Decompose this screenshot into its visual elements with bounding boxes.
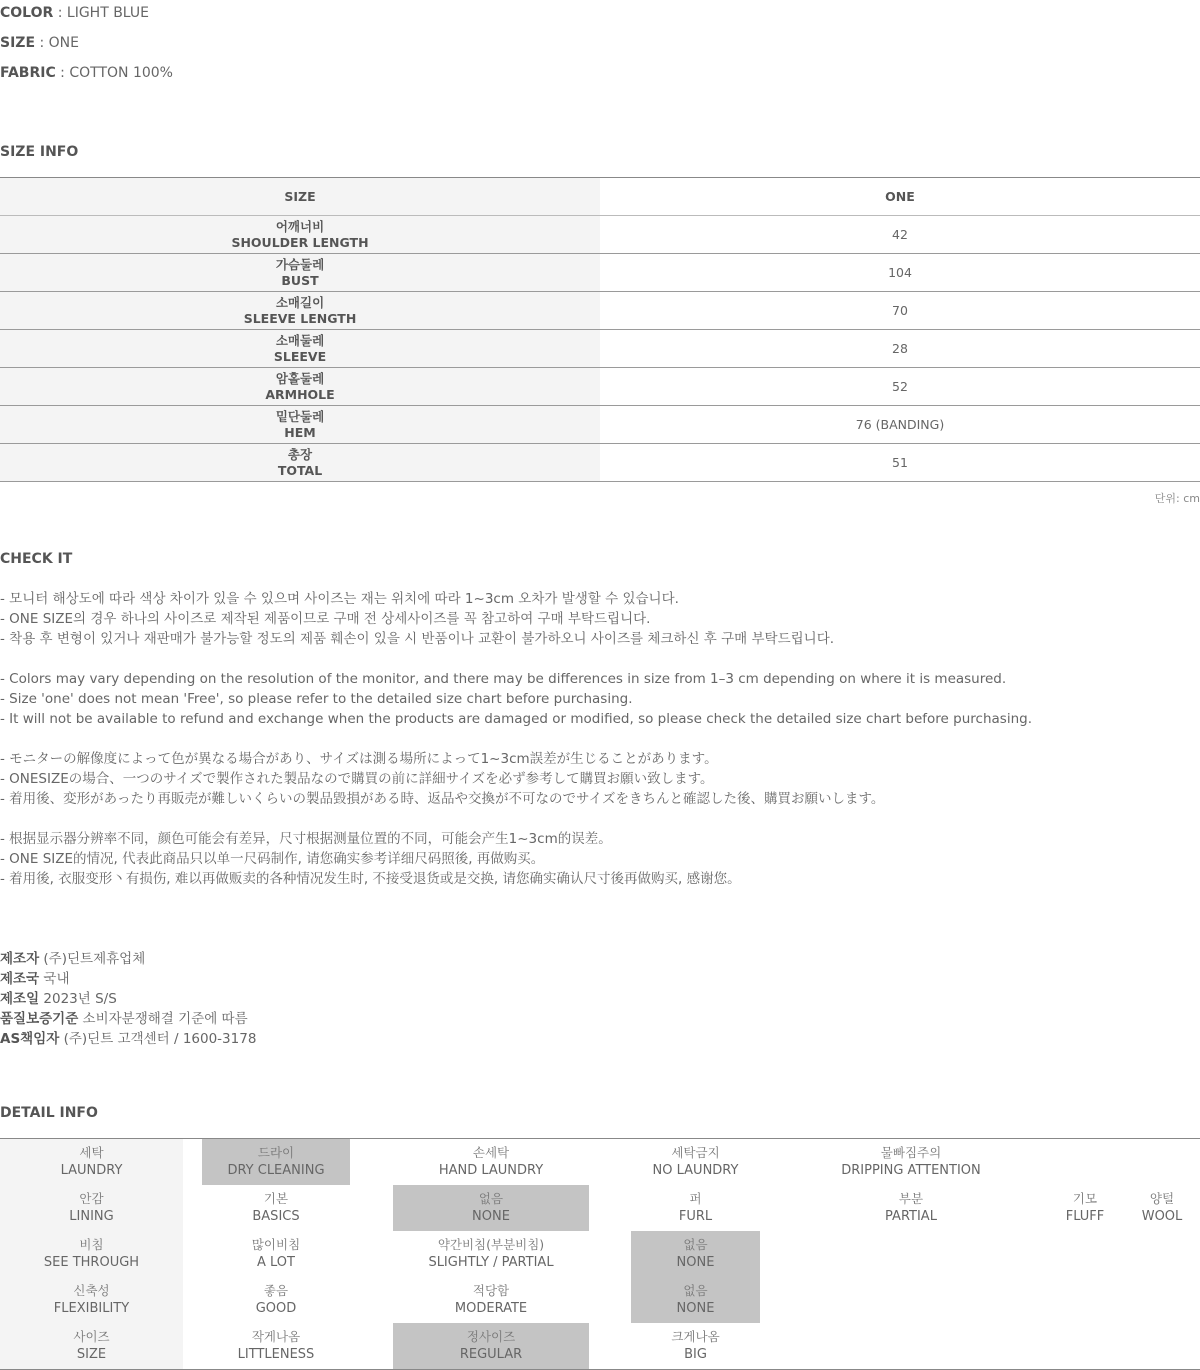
measure-label-en: HEM	[284, 424, 316, 440]
option-en: HAND LAUNDRY	[438, 1163, 544, 1178]
note-line: - Size 'one' does not mean 'Free', so please refer to the detailed size chart before purchasing.	[0, 691, 633, 707]
label-en: SIZE	[76, 1347, 107, 1362]
color-label: COLOR	[0, 5, 54, 21]
maker-label: 제조국	[0, 971, 40, 987]
measure-label	[0, 444, 600, 481]
size-info-title: SIZE INFO	[0, 144, 79, 160]
option-dripping-attention	[821, 1139, 1001, 1185]
fabric-value: : COTTON 100%	[55, 65, 173, 81]
measure-label-ko: 암홀둘레	[275, 370, 325, 386]
measure-label-en: BUST	[281, 272, 319, 288]
maker-label: AS책임자	[0, 1031, 60, 1047]
option-ko: 좋음	[263, 1283, 289, 1298]
option-ko: 적당함	[472, 1283, 510, 1298]
size-attribute	[0, 35, 79, 51]
table-row	[0, 292, 1200, 330]
measure-label	[0, 406, 600, 443]
measure-value: 104	[888, 265, 912, 280]
label-ko: 신축성	[73, 1283, 110, 1298]
option-ko: 없음	[683, 1237, 708, 1252]
note-line: - ONE SIZE的情况, 代表此商品只以单一尺码制作, 请您确实参考详细尺码照後, 再做购买。	[0, 851, 545, 867]
measure-label	[0, 368, 600, 405]
label-en: LINING	[69, 1209, 114, 1224]
option-en: NONE	[676, 1255, 715, 1270]
option-flexibility-none	[631, 1277, 760, 1323]
measure-label-en: SHOULDER LENGTH	[231, 234, 369, 250]
option-big	[631, 1323, 760, 1369]
label-ko: 세탁	[79, 1145, 104, 1160]
detail-info-title: DETAIL INFO	[0, 1105, 98, 1121]
notes-english	[0, 669, 1032, 729]
option-en: SLIGHTLY / PARTIAL	[428, 1255, 554, 1270]
note-line: - モニターの解像度によって色が異なる場合があり、サイズは測る場所によって1~3cm誤差が生じることがあります。	[0, 751, 718, 767]
detail-label-laundry	[0, 1139, 183, 1185]
option-ko: 작게나옴	[251, 1329, 301, 1344]
option-ko: 물빠짐주의	[880, 1145, 942, 1160]
option-ko: 약간비침(부분비침)	[437, 1237, 545, 1252]
option-ko: 크게나옴	[671, 1329, 720, 1344]
option-en: NONE	[676, 1301, 715, 1316]
option-slightly-partial	[393, 1231, 589, 1277]
size-value: : ONE	[35, 35, 79, 51]
option-en: REGULAR	[459, 1347, 523, 1362]
note-line: - ONESIZEの場合、一つのサイズで製作された製品なので購買の前に詳細サイズを必ず参考して購買お願い致します。	[0, 771, 714, 787]
maker-label: 제조자	[0, 951, 40, 967]
size-header-label: SIZE	[0, 178, 600, 215]
measure-label-en: SLEEVE	[273, 348, 327, 364]
size-table	[0, 177, 1200, 482]
option-ko: 기모	[1072, 1191, 1098, 1206]
detail-table	[0, 1138, 1200, 1370]
table-row	[0, 216, 1200, 254]
measure-label-ko: 총장	[287, 446, 313, 462]
measure-label	[0, 330, 600, 367]
option-a-lot	[202, 1231, 350, 1277]
fabric-label: FABRIC	[0, 65, 56, 81]
label-en: SEE THROUGH	[43, 1255, 140, 1270]
fabric-attribute	[0, 65, 173, 81]
detail-label-size	[0, 1323, 183, 1369]
option-en: PARTIAL	[885, 1209, 937, 1224]
option-ko: 드라이	[257, 1145, 295, 1160]
measure-label	[0, 292, 600, 329]
maker-value: (주)딘트 고객센터 / 1600-3178	[59, 1031, 257, 1047]
color-value: : LIGHT BLUE	[53, 5, 150, 21]
measure-label	[0, 254, 600, 291]
label-ko: 안감	[79, 1191, 104, 1206]
note-line: - Colors may vary depending on the resolution of the monitor, and there may be differences in size from 1–3 cm depending on where it is measured.	[0, 671, 1007, 687]
maker-line	[0, 1029, 256, 1049]
option-en: FLUFF	[1065, 1209, 1105, 1224]
option-ko: 손세탁	[472, 1145, 510, 1160]
size-table-header	[0, 178, 1200, 216]
measure-value: 42	[892, 227, 908, 242]
option-ko: 퍼	[689, 1191, 702, 1206]
measure-label-ko: 소매둘레	[275, 332, 325, 348]
maker-line	[0, 949, 256, 969]
option-furl	[631, 1185, 760, 1231]
note-line: - 根据显示器分辨率不同，颜色可能会有差异，尺寸根据测量位置的不同，可能会产生1~3cm的误差。	[0, 831, 612, 847]
option-en: NONE	[472, 1209, 510, 1224]
option-en: MODERATE	[454, 1301, 528, 1316]
maker-value: 2023년 S/S	[39, 991, 117, 1007]
measure-value: 52	[892, 379, 908, 394]
measure-value: 28	[892, 341, 908, 356]
option-en: FURL	[678, 1209, 713, 1224]
measure-value: 51	[892, 455, 908, 470]
label-ko: 사이즈	[73, 1329, 110, 1344]
option-ko: 많이비침	[251, 1237, 301, 1252]
label-ko: 비침	[79, 1237, 104, 1252]
option-en: BIG	[684, 1347, 707, 1362]
table-row	[0, 406, 1200, 444]
note-line: - 着用後, 衣服变形丶有损伤, 难以再做贩卖的各种情况发生时, 不接受退货或是交换, 请您确实确认尺寸後再做购买, 感谢您。	[0, 871, 741, 887]
note-line: - ONE SIZE의 경우 하나의 사이즈로 제작된 제품이므로 구매 전 상세사이즈를 꼭 참고하여 구매 부탁드립니다.	[0, 611, 651, 627]
option-ko: 세탁금지	[671, 1145, 720, 1160]
detail-label-flexibility	[0, 1277, 183, 1323]
option-ko: 양털	[1149, 1191, 1175, 1206]
maker-label: 품질보증기준	[0, 1011, 79, 1027]
maker-line	[0, 989, 256, 1009]
measure-label-ko: 어깨너비	[275, 218, 325, 234]
color-attribute	[0, 5, 149, 21]
table-row	[0, 368, 1200, 406]
option-littleness	[202, 1323, 350, 1369]
maker-info	[0, 949, 256, 1049]
note-line: - It will not be available to refund and exchange when the products are damaged or modified, so please check the detailed size chart before purchasing.	[0, 711, 1032, 727]
option-ko: 없음	[478, 1191, 504, 1206]
option-en: BASICS	[252, 1209, 300, 1224]
detail-label-lining	[0, 1185, 183, 1231]
label-en: FLEXIBILITY	[53, 1301, 130, 1316]
option-ko: 없음	[683, 1283, 708, 1298]
option-ko: 정사이즈	[466, 1329, 516, 1344]
maker-value: 국내	[39, 971, 70, 987]
maker-value: (주)딘트제휴업체	[39, 951, 146, 967]
option-moderate	[393, 1277, 589, 1323]
option-partial	[821, 1185, 1001, 1231]
option-en: NO LAUNDRY	[652, 1163, 739, 1178]
size-header-value: ONE	[885, 189, 915, 204]
measure-value: 76 (BANDING)	[855, 417, 945, 432]
measure-value: 70	[892, 303, 908, 318]
measure-label-ko: 밑단둘레	[275, 408, 325, 424]
size-label: SIZE	[0, 35, 36, 51]
note-line: - 着用後、変形があったり再販売が難しいくらいの製品毀損がある時、返品や交換が不可なのでサイズをきちんと確認した後、購買お願いします。	[0, 791, 885, 807]
measure-label-en: ARMHOLE	[265, 386, 335, 402]
option-regular	[393, 1323, 589, 1369]
measure-label-en: TOTAL	[277, 462, 323, 478]
measure-label-ko: 가슴둘레	[275, 256, 325, 272]
option-lining-none	[393, 1185, 589, 1231]
option-hand-laundry	[393, 1139, 589, 1185]
option-en: A LOT	[257, 1255, 295, 1270]
measure-label-ko: 소매길이	[275, 294, 325, 310]
measure-label-en: SLEEVE LENGTH	[243, 310, 357, 326]
measure-label	[0, 216, 600, 253]
option-good	[202, 1277, 350, 1323]
maker-line	[0, 969, 256, 989]
option-wool	[1128, 1185, 1196, 1231]
note-line: - 착용 후 변형이 있거나 재판매가 불가능할 정도의 제품 훼손이 있을 시 반품이나 교환이 불가하오니 사이즈를 체크하신 후 구매 부탁드립니다.	[0, 631, 835, 647]
option-basics	[202, 1185, 350, 1231]
option-en: LITTLENESS	[237, 1347, 315, 1362]
label-en: LAUNDRY	[60, 1163, 123, 1178]
note-line: - 모니터 해상도에 따라 색상 차이가 있을 수 있으며 사이즈는 재는 위치에 따라 1~3cm 오차가 발생할 수 있습니다.	[0, 591, 679, 607]
table-row	[0, 330, 1200, 368]
detail-label-see-through	[0, 1231, 183, 1277]
check-it-title: CHECK IT	[0, 551, 73, 567]
option-en: GOOD	[255, 1301, 297, 1316]
option-no-laundry	[631, 1139, 760, 1185]
notes-korean	[0, 589, 834, 649]
maker-label: 제조일	[0, 991, 40, 1007]
notes-chinese	[0, 829, 741, 889]
option-en: WOOL	[1141, 1209, 1183, 1224]
maker-value: 소비자분쟁해결 기준에 따름	[78, 1011, 248, 1027]
table-row	[0, 444, 1200, 482]
maker-line	[0, 1009, 256, 1029]
table-row	[0, 254, 1200, 292]
unit-label: 단위: cm	[1154, 492, 1200, 505]
option-see-through-none	[631, 1231, 760, 1277]
option-ko: 기본	[263, 1191, 289, 1206]
option-en: DRIPPING ATTENTION	[841, 1163, 981, 1178]
option-en: DRY CLEANING	[227, 1163, 325, 1178]
option-ko: 부분	[898, 1191, 924, 1206]
option-fluff	[1050, 1185, 1120, 1231]
option-dry-cleaning	[202, 1139, 350, 1185]
notes-japanese	[0, 749, 884, 809]
